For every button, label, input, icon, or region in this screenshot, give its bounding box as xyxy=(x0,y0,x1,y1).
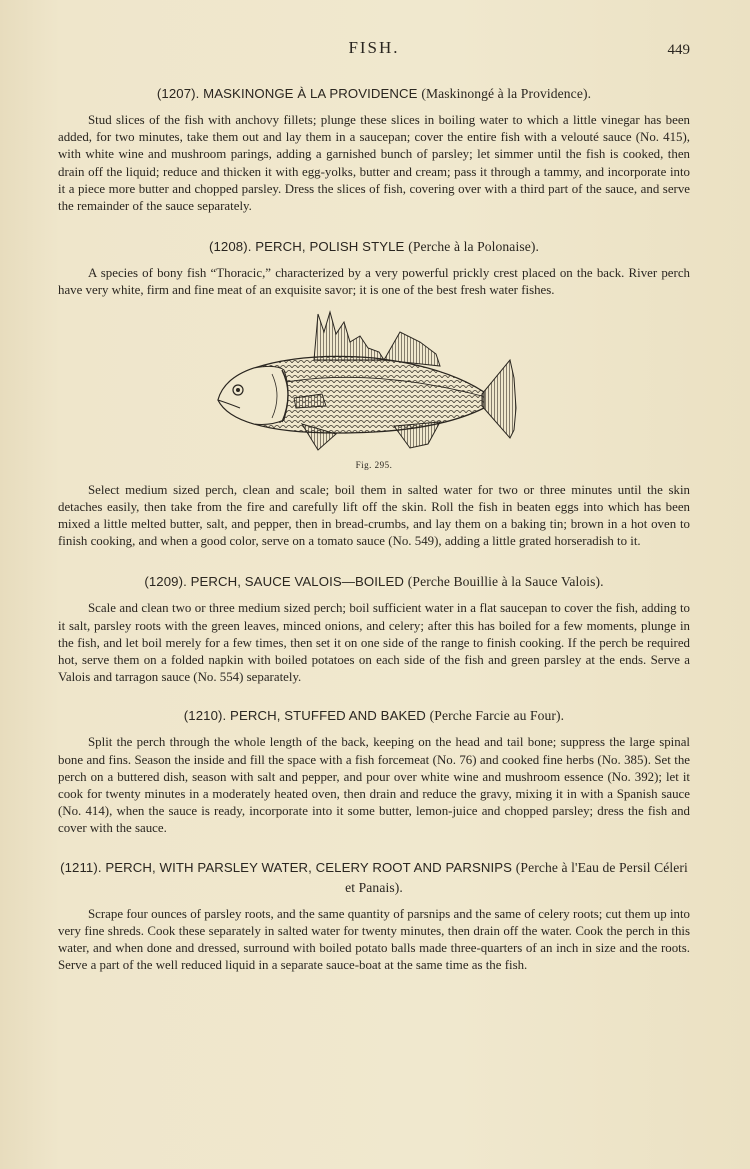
recipe-1210 xyxy=(58,706,690,837)
perch-illustration xyxy=(214,308,534,458)
recipe-1207 xyxy=(58,84,690,215)
recipe-french-title: (Perche Farcie au Four). xyxy=(429,708,565,724)
figure xyxy=(58,308,690,470)
recipe-number: (1209). xyxy=(144,574,187,590)
recipe-heading xyxy=(58,84,690,104)
recipe-french-title: (Maskinongé à la Providence). xyxy=(421,86,592,101)
recipe-title: PERCH, SAUCE VALOIS—BOILED xyxy=(190,574,405,590)
recipe-title: MASKINONGE À LA PROVIDENCE xyxy=(203,86,418,101)
running-title: FISH. xyxy=(348,38,400,57)
recipe-text: Stud slices of the fish with anchovy fillets; plunge these slices in boiling water to which a little vinegar has been added, for two minutes, take them out and lay them in a saucepan; cover the entire fish with a velouté sauce (No. 415), with white wine and mushroom parings, adding a garnished bunch of parsley; let simmer until the fish is cooked, then drain off the liquid; reduce and thicken it with egg-yolks, butter and cream; pass it through a tammy, and incorporate into it a piece more butter and chopped parsley. Dress the slices of fish, covering over with a third part of the sauce, and serve the remainder of the sauce separately. xyxy=(58,113,690,214)
recipe-heading xyxy=(58,858,690,898)
recipe-text: Scrape four ounces of parsley roots, and the same quantity of parsnips and the same of celery roots; cut them up into very fine shreds. Cook these separately in salted water for twenty minutes, then drain off the water. Cook the perch in this water, and when done and dressed, surround with boiled potato balls made three-quarters of an inch in size and the roots. Serve a part of the well reduced liquid in a separate sauce-boat at the same time as the fish. xyxy=(58,906,690,973)
recipe-title: PERCH, WITH PARSLEY WATER, CELERY ROOT AND PARSNIPS xyxy=(105,859,513,875)
recipe-number: (1211). xyxy=(60,859,102,875)
running-head xyxy=(58,38,690,66)
recipe-heading xyxy=(58,237,690,257)
recipe-text: Scale and clean two or three medium sized perch; boil sufficient water in a flat saucepan to cover the fish, adding to it salt, parsley roots with the green leaves, minced onions, and celery; after this has boiled for a few moments, plunge in the fish, and let boil merely for a few times, then set it on one side of the range to finish cooking. If the perch be required hot, serve them on a folded napkin with boiled potatoes on each side of the fish and green parsley at the ends. Serve a Valois and tarragon sauce (No. 554) separately. xyxy=(58,601,690,685)
recipe-1208 xyxy=(58,237,690,550)
recipe-heading xyxy=(58,706,690,726)
recipe-1211 xyxy=(58,858,690,975)
recipe-number: (1210). xyxy=(183,708,227,724)
recipe-title: PERCH, POLISH STYLE xyxy=(255,239,405,255)
recipe-french-title: (Perche à l'Eau de Persil Céleri et Panais). xyxy=(345,859,688,895)
recipe-number: (1208). xyxy=(209,239,252,255)
recipe-french-title: (Perche à la Polonaise). xyxy=(408,239,539,255)
figure-caption: Fig. 295. xyxy=(355,459,393,470)
recipe-text-continued: Select medium sized perch, clean and scale; boil them in salted water for two or three minutes until the skin detaches easily, then take from the fire and carefully lift off the skin. Roll the fish in beaten eggs into which has been mixed a little melted butter, salt, and pepper, then in bread-crumbs, and lay them on a baking tin; brown in a hot oven to finish cooking, and when a good color, serve on a tomato sauce (No. 549), adding a little grated horseradish to it. xyxy=(58,482,690,549)
recipe-title: PERCH, STUFFED AND BAKED xyxy=(230,708,426,724)
recipe-heading xyxy=(58,572,690,592)
recipe-text: A species of bony fish “Thoracic,” characterized by a very powerful prickly crest placed on the back. River perch have very white, firm and fine meat of an exquisite savor; it is one of the best fresh water fishes. xyxy=(58,266,690,298)
recipe-1209 xyxy=(58,572,690,686)
page-number: 449 xyxy=(667,42,690,58)
recipe-french-title: (Perche Bouillie à la Sauce Valois). xyxy=(407,574,604,590)
recipe-number: (1207). xyxy=(156,86,200,101)
recipe-text: Split the perch through the whole length of the back, keeping on the head and tail bone; suppress the large spinal bone and fins. Season the inside and fill the space with a fish forcemeat (No. 76) and cooked fine herbs (No. 385). Set the perch on a buttered dish, season with salt and pepper, and pour over white wine and mushroom essence (No. 392); let it cook for twenty minutes in a moderately heated oven, then drain and reduce the gravy, mixing it in with a Spanish sauce (No. 414), when the sauce is ready, incorporate into it some butter, lemon-juice and chopped parsley; dress the fish and cover with the sauce. xyxy=(58,735,690,836)
